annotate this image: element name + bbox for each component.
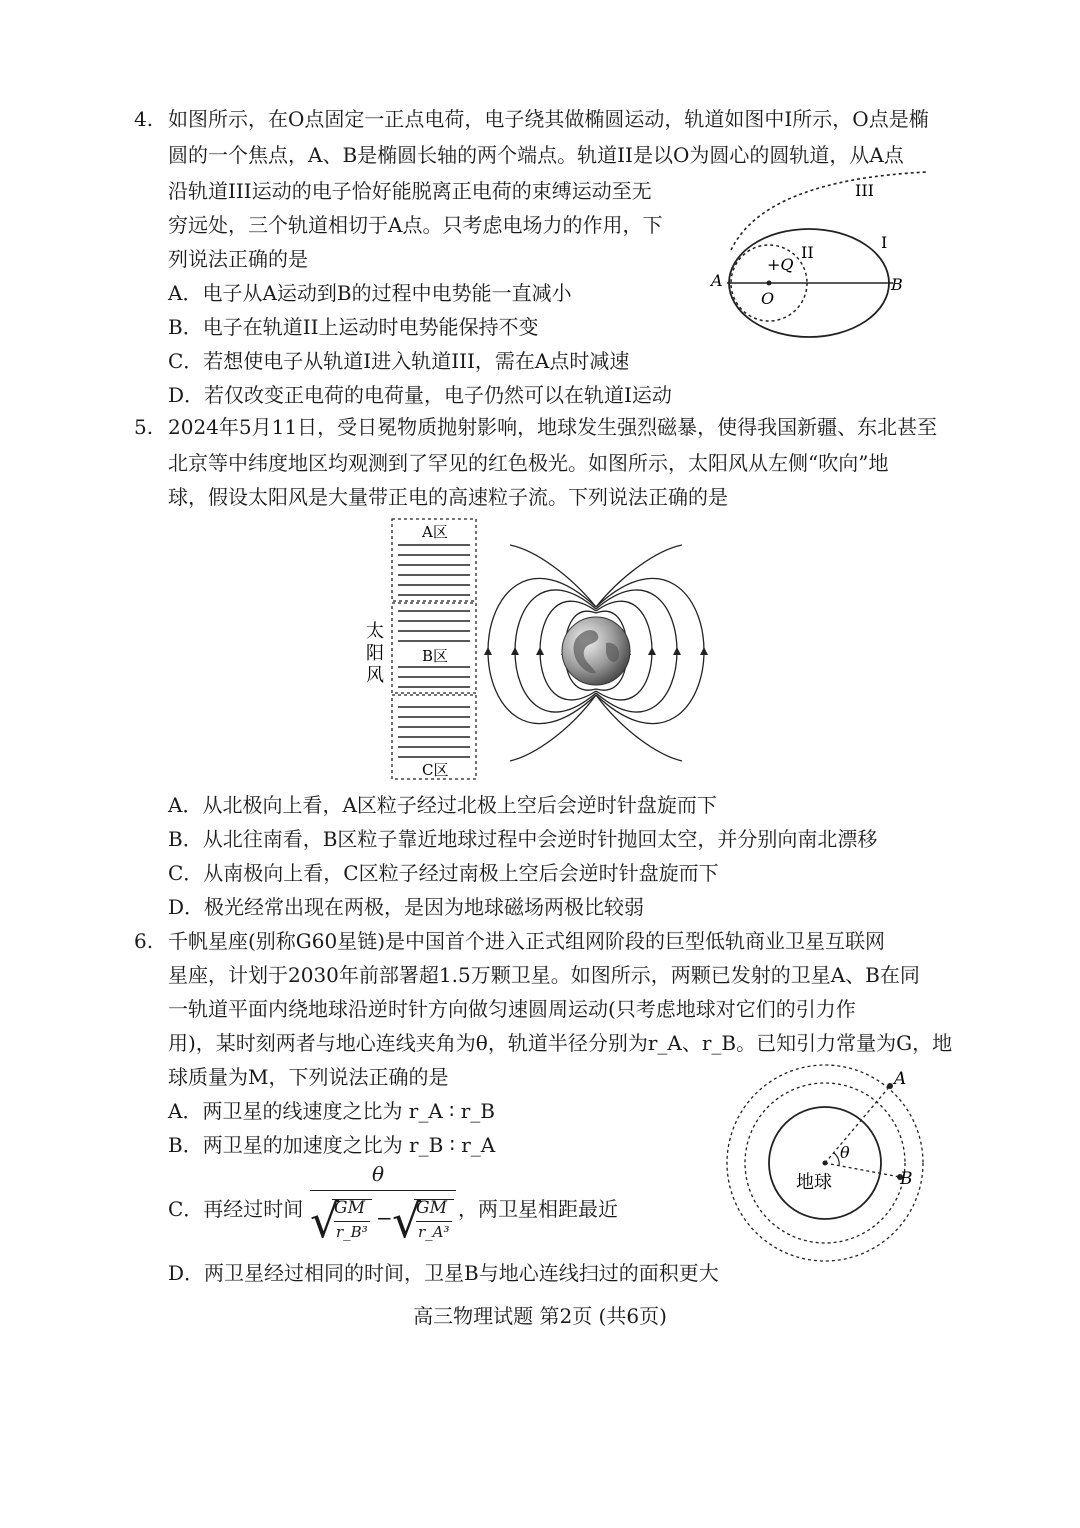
label-o: O	[761, 289, 775, 308]
q5-solar-wind-figure	[360, 515, 730, 783]
sqrt-b-gm: GM	[334, 1198, 365, 1218]
q4-line-2: 圆的一个焦点，A、B是椭圆长轴的两个端点。轨道II是以O为圆心的圆轨道，从A点	[168, 143, 904, 167]
q5-option-a: A．从北极向上看，A区粒子经过北极上空后会逆时针盘旋而下	[168, 793, 717, 817]
label-iii: III	[855, 181, 874, 200]
label-a: A	[894, 1069, 907, 1089]
zone-a-label: A区	[422, 523, 448, 541]
orbit-iii	[731, 172, 927, 250]
sqrt-b-divider	[334, 1221, 370, 1222]
q4-orbit-figure	[705, 170, 930, 345]
theta-arc	[834, 1153, 839, 1166]
q4-line-1: 如图所示，在O点固定一正点电荷，电子绕其做椭圆运动，轨道如图中I所示，O点是椭	[168, 107, 929, 131]
q6-option-a: A．两卫星的线速度之比为 r_A ∶ r_B	[168, 1099, 495, 1123]
page-footer: 高三物理试题 第2页 (共6页)	[413, 1304, 667, 1328]
q4-line-4: 穷远处，三个轨道相切于A点。只考虑电场力的作用，下	[168, 213, 663, 237]
charge-point	[767, 281, 772, 286]
q5-number: 5.	[134, 415, 154, 439]
q4-option-c: C．若想使电子从轨道I进入轨道III，需在A点时减速	[168, 349, 630, 373]
q4-line-3: 沿轨道III运动的电子恰好能脱离正电荷的束缚运动至无	[168, 179, 652, 203]
sqrt-b-rb: r_B³	[336, 1223, 368, 1241]
zone-b-label: B区	[422, 647, 449, 665]
label-ii: II	[801, 243, 814, 262]
formula-numerator: θ	[372, 1162, 385, 1186]
q5-line-2: 北京等中纬度地区均观测到了罕见的红色极光。如图所示，太阳风从左侧“吹向”地	[168, 451, 889, 475]
earth-globe	[562, 617, 630, 685]
label-b: B	[891, 275, 903, 294]
q6-line-1: 千帆星座(别称G60星链)是中国首个进入正式组网阶段的巨型低轨商业卫星互联网	[168, 929, 886, 953]
q5-line-1: 2024年5月11日，受日冕物质抛射影响，地球发生强烈磁暴，使得我国新疆、东北甚至	[168, 415, 938, 439]
label-b: B	[900, 1169, 913, 1189]
sqrt-b-sign: √	[310, 1194, 340, 1248]
line-to-b	[825, 1163, 900, 1177]
wind-label-1: 太	[366, 621, 384, 642]
label-a: A	[711, 271, 723, 290]
q6-option-d: D．两卫星经过相同的时间，卫星B与地心连线扫过的面积更大	[168, 1261, 719, 1285]
q6-option-c-suffix: ，两卫星相距最近	[458, 1197, 618, 1221]
q6-option-c-formula	[310, 1162, 460, 1252]
label-i: I	[881, 233, 888, 252]
q6-line-5: 球质量为M，下列说法正确的是	[168, 1065, 449, 1089]
q6-line-3: 一轨道平面内绕地球沿逆时针方向做匀速圆周运动(只考虑地球对它们的引力作	[168, 997, 856, 1021]
q4-option-a: A．电子从A运动到B的过程中电势能一直减小	[168, 281, 572, 305]
q5-option-b: B．从北往南看，B区粒子靠近地球过程中会逆时针抛回太空，并分别向南北漂移	[168, 827, 878, 851]
wind-label-2: 阳	[366, 643, 384, 664]
label-earth: 地球	[796, 1172, 832, 1193]
label-q: +Q	[767, 255, 794, 274]
q5-line-3: 球，假设太阳风是大量带正电的高速粒子流。下列说法正确的是	[168, 485, 728, 509]
q6-line-2: 星座，计划于2030年前部署超1.5万颗卫星。如图所示，两颗已发射的卫星A、B在同	[168, 963, 920, 987]
q4-line-5: 列说法正确的是	[168, 247, 308, 271]
q5-option-c: C．从南极向上看，C区粒子经过南极上空后会逆时针盘旋而下	[168, 861, 719, 885]
sqrt-a-divider	[416, 1221, 452, 1222]
q6-option-c-prefix: C．再经过时间	[168, 1197, 304, 1221]
q6-satellite-figure	[722, 1060, 928, 1266]
q6-number: 6.	[134, 929, 154, 953]
sqrt-a-sign: √	[392, 1194, 422, 1248]
sqrt-a-ra: r_A³	[418, 1223, 450, 1241]
q6-line-4: 用)，某时刻两者与地心连线夹角为θ，轨道半径分别为r_A、r_B。已知引力常量为G，地	[168, 1031, 953, 1055]
q4-option-d: D．若仅改变正电荷的电荷量，电子仍然可以在轨道I运动	[168, 383, 672, 407]
formula-fraction-bar	[310, 1190, 456, 1191]
wind-label-3: 风	[366, 665, 384, 686]
label-theta: θ	[840, 1143, 850, 1162]
satellite-a	[887, 1083, 893, 1089]
zone-c-label: C区	[422, 761, 449, 779]
q4-number: 4.	[134, 107, 154, 131]
formula-minus: −	[376, 1206, 393, 1230]
sqrt-a-gm: GM	[416, 1198, 447, 1218]
q5-option-d: D．极光经常出现在两极，是因为地球磁场两极比较弱	[168, 895, 645, 919]
q6-option-b: B．两卫星的加速度之比为 r_B ∶ r_A	[168, 1133, 496, 1157]
q4-option-b: B．电子在轨道II上运动时电势能保持不变	[168, 315, 539, 339]
